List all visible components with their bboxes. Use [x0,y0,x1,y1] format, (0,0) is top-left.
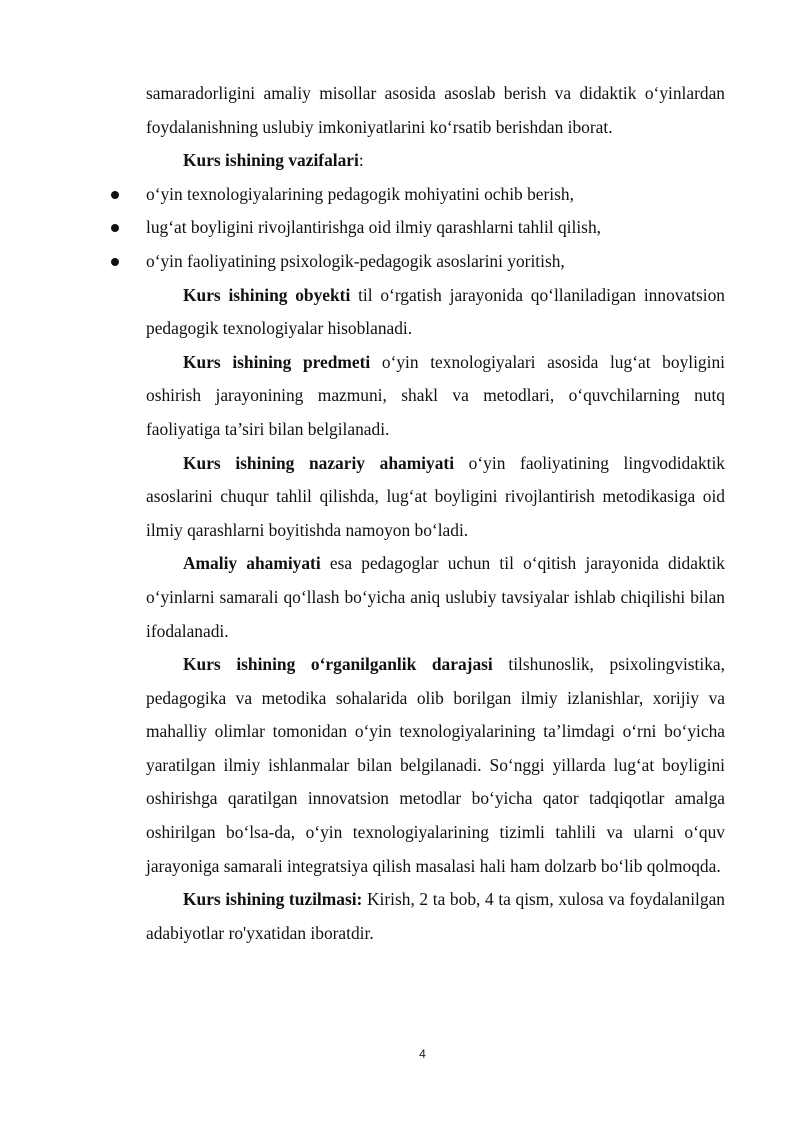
page-number: 4 [419,1047,426,1061]
list-item [146,211,725,245]
tasks-heading-paragraph [146,144,725,178]
bullet-icon [111,258,119,266]
list-item [146,178,725,212]
practical-significance-text: esa pedagoglar uchun til o‘qitish jarayonida didaktik o‘yinlarni samarali qo‘llash bo‘yicha aniq uslubiy tavsiyalar ishlab chiqilishi bilan ifodalanadi. [146,553,725,641]
structure-text: Kirish, 2 ta bob, 4 ta qism, xulosa va foydalanilgan adabiyotlar ro'yxatidan iboratdir. [146,889,725,943]
list-item-text: o‘yin faoliyatining psixologik-pedagogik asoslarini yoritish, [146,250,565,271]
theoretical-significance-term: Kurs ishining nazariy ahamiyati [183,452,455,473]
theoretical-significance-paragraph [146,447,725,548]
intro-paragraph: samaradorligini amaliy misollar asosida asoslab berish va didaktik o‘yinlardan foydalanishning uslubiy imkoniyatlarini ko‘rsatib berishdan iborat. [146,83,725,137]
study-level-text: tilshunoslik, psixolingvistika, pedagogika va metodika sohalarida olib borilgan ilmiy izlanishlar, xorijiy va mahalliy olimlar tomonidan o‘yin texnologiyalarining ta’limdagi o‘rni bo‘yicha yaratilgan ilmiy ishlanmalar bilan belgilanadi. So‘nggi yillarda lug‘at boyligini oshirishga qaratilgan innovatsion metodlar bo‘yicha qator tadqiqotlar amalga oshirilgan bo‘lsa-da, o‘yin texnologiyalarining tizimli tahlili va ularni o‘quv jarayoniga samarali integratsiya qilish masalasi hali ham dolzarb bo‘lib qolmoqda. [146,654,725,876]
subject-text: o‘yin texnologiyalari asosida lug‘at boyligini oshirish jarayonining mazmuni, shakl va metodlari, o‘quvchilarning nutq faoliyatiga ta’siri bilan belgilanadi. [146,351,725,439]
tasks-heading: Kurs ishining vazifalari [183,150,359,171]
structure-term: Kurs ishining tuzilmasi: [183,889,363,910]
structure-paragraph [146,883,725,950]
page-body [146,77,725,950]
subject-term: Kurs ishining predmeti [183,351,371,372]
object-term: Kurs ishining obyekti [183,284,351,305]
bullet-icon [111,224,119,232]
tasks-heading-suffix: : [358,150,364,171]
practical-significance-paragraph [146,547,725,648]
bullet-icon [111,191,119,199]
subject-paragraph [146,346,725,447]
practical-significance-term: Amaliy ahamiyati [183,553,321,574]
object-paragraph [146,279,725,346]
list-item-text: lug‘at boyligini rivojlantirishga oid ilmiy qarashlarni tahlil qilish, [146,217,601,238]
list-item [146,245,725,279]
study-level-paragraph [146,648,725,883]
study-level-term: Kurs ishining o‘rganilganlik darajasi [183,654,493,675]
theoretical-significance-text: o‘yin faoliyatining lingvodidaktik asoslarini chuqur tahlil qilishda, lug‘at boyligini rivojlantirish metodikasiga oid ilmiy qarashlarni boyitishda namoyon bo‘ladi. [146,452,725,540]
list-item-text: o‘yin texnologiyalarining pedagogik mohiyatini ochib berish, [146,183,574,204]
tasks-list [146,178,725,279]
object-text: til o‘rgatish jarayonida qo‘llaniladigan innovatsion pedagogik texnologiyalar hisoblanadi. [146,284,726,339]
